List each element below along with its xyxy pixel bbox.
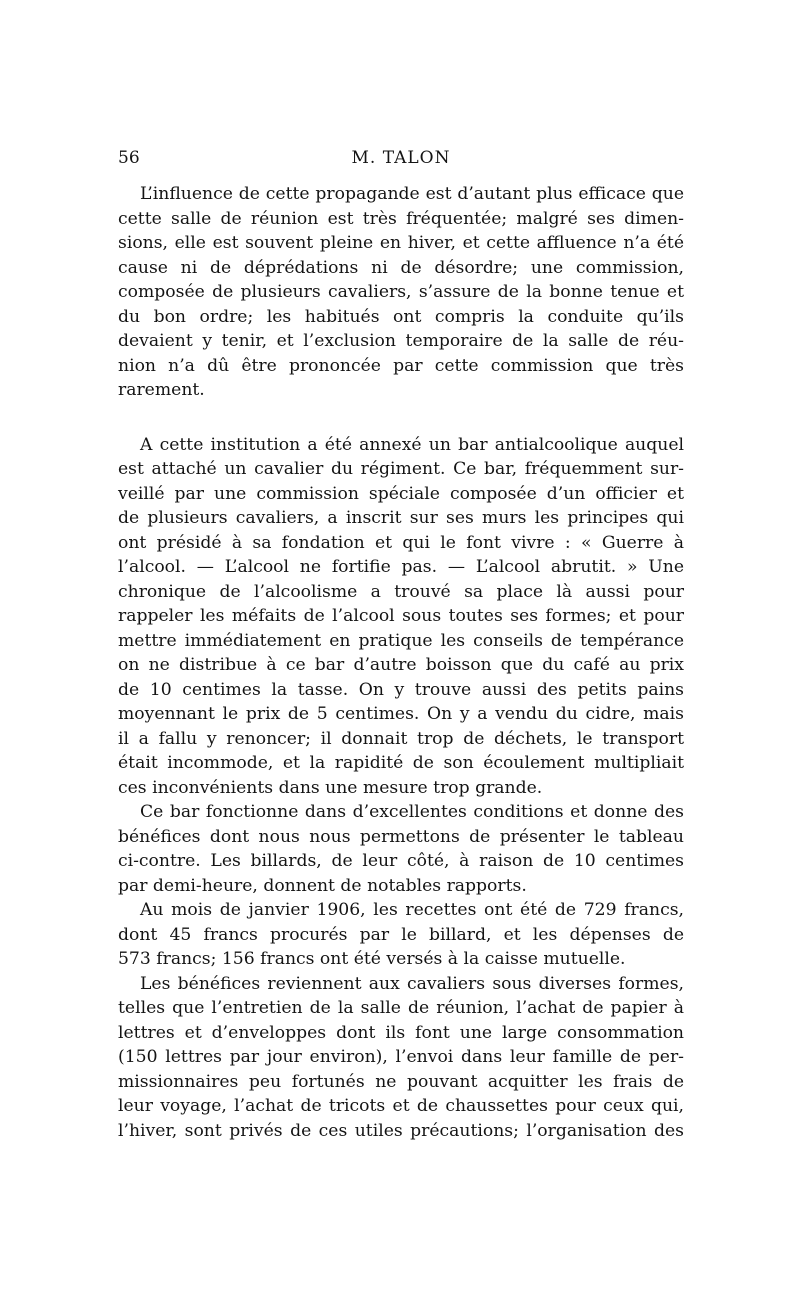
text-line: sions, elle est souvent pleine en hiver, et cette affluence n’a été	[118, 233, 684, 253]
page-number: 56	[118, 148, 140, 168]
text-line: A cette institution a été annexé un bar antialcoolique auquel	[140, 434, 684, 455]
text-line: telles que l’entretien de la salle de réunion, l’achat de papier à	[118, 998, 684, 1018]
text-line: composée de plusieurs cavaliers, s’assure de la bonne tenue et	[118, 282, 684, 302]
text-line: moyennant le prix de 5 centimes. On y a vendu du cidre, mais	[118, 704, 684, 724]
text-line: du bon ordre; les habitués ont compris la conduite qu’ils	[118, 306, 684, 327]
text-line: est attaché un cavalier du régiment. Ce bar, fréquemment sur-	[118, 459, 684, 479]
text-line: était incommode, et la rapidité de son écoulement multipliait	[118, 753, 684, 773]
text-line: lettres et d’enveloppes dont ils font une large consommation	[118, 1022, 684, 1043]
text-line: dont 45 francs procurés par le billard, et les dépenses de	[118, 924, 684, 945]
text-line: ci-contre. Les billards, de leur côté, à raison de 10 centimes	[118, 851, 684, 871]
text-line: chronique de l’alcoolisme a trouvé sa place là aussi pour	[118, 581, 684, 602]
text-line: rarement.	[118, 380, 205, 400]
text-line: L’influence de cette propagande est d’autant plus efficace que	[140, 184, 684, 204]
text-line: Ce bar fonctionne dans d’excellentes conditions et donne des	[140, 802, 684, 822]
body-text	[118, 182, 684, 1143]
text-line: cette salle de réunion est très fréquentée; malgré ses dimen-	[118, 208, 684, 229]
text-line: devaient y tenir, et l’exclusion temporaire de la salle de réu-	[118, 331, 684, 351]
text-line: par demi-heure, donnent de notables rapports.	[118, 875, 527, 896]
text-line: on ne distribue à ce bar d’autre boisson que du café au prix	[118, 655, 684, 675]
text-line: ces inconvénients dans une mesure trop grande.	[118, 777, 543, 798]
text-line: il a fallu y renoncer; il donnait trop de déchets, le transport	[118, 728, 684, 749]
text-line: ont présidé à sa fondation et qui le font vivre : « Guerre à	[118, 532, 684, 553]
text-line: leur voyage, l’achat de tricots et de chaussettes pour ceux qui,	[118, 1096, 684, 1116]
text-line: nion n’a dû être prononcée par cette commission que très	[118, 355, 684, 376]
paragraph-gap	[118, 403, 684, 433]
text-line: rappeler les méfaits de l’alcool sous toutes ses formes; et pour	[118, 606, 684, 626]
page-header	[118, 146, 684, 170]
text-line: Au mois de janvier 1906, les recettes ont été de 729 francs,	[140, 900, 684, 920]
text-line: mettre immédiatement en pratique les conseils de tempérance	[118, 630, 684, 651]
text-line: de 10 centimes la tasse. On y trouve aussi des petits pains	[118, 679, 684, 700]
text-line: (150 lettres par jour environ), l’envoi dans leur famille de per-	[118, 1047, 684, 1067]
text-line: cause ni de déprédations ni de désordre; une commission,	[118, 257, 684, 278]
text-line: missionnaires peu fortunés ne pouvant acquitter les frais de	[118, 1071, 684, 1092]
text-line: l’hiver, sont privés de ces utiles précautions; l’organisation des	[118, 1120, 684, 1141]
text-line: de plusieurs cavaliers, a inscrit sur ses murs les principes qui	[118, 508, 684, 528]
text-line: Les bénéfices reviennent aux cavaliers sous diverses formes,	[140, 973, 684, 994]
text-line: 573 francs; 156 francs ont été versés à la caisse mutuelle.	[118, 949, 626, 969]
running-head: M. TALON	[351, 148, 451, 168]
text-line: l’alcool. — L’alcool ne fortifie pas. — L’alcool abrutit. » Une	[118, 557, 684, 577]
text-line: bénéfices dont nous nous permettons de présenter le tableau	[118, 826, 684, 847]
text-line: veillé par une commission spéciale composée d’un officier et	[118, 483, 684, 504]
